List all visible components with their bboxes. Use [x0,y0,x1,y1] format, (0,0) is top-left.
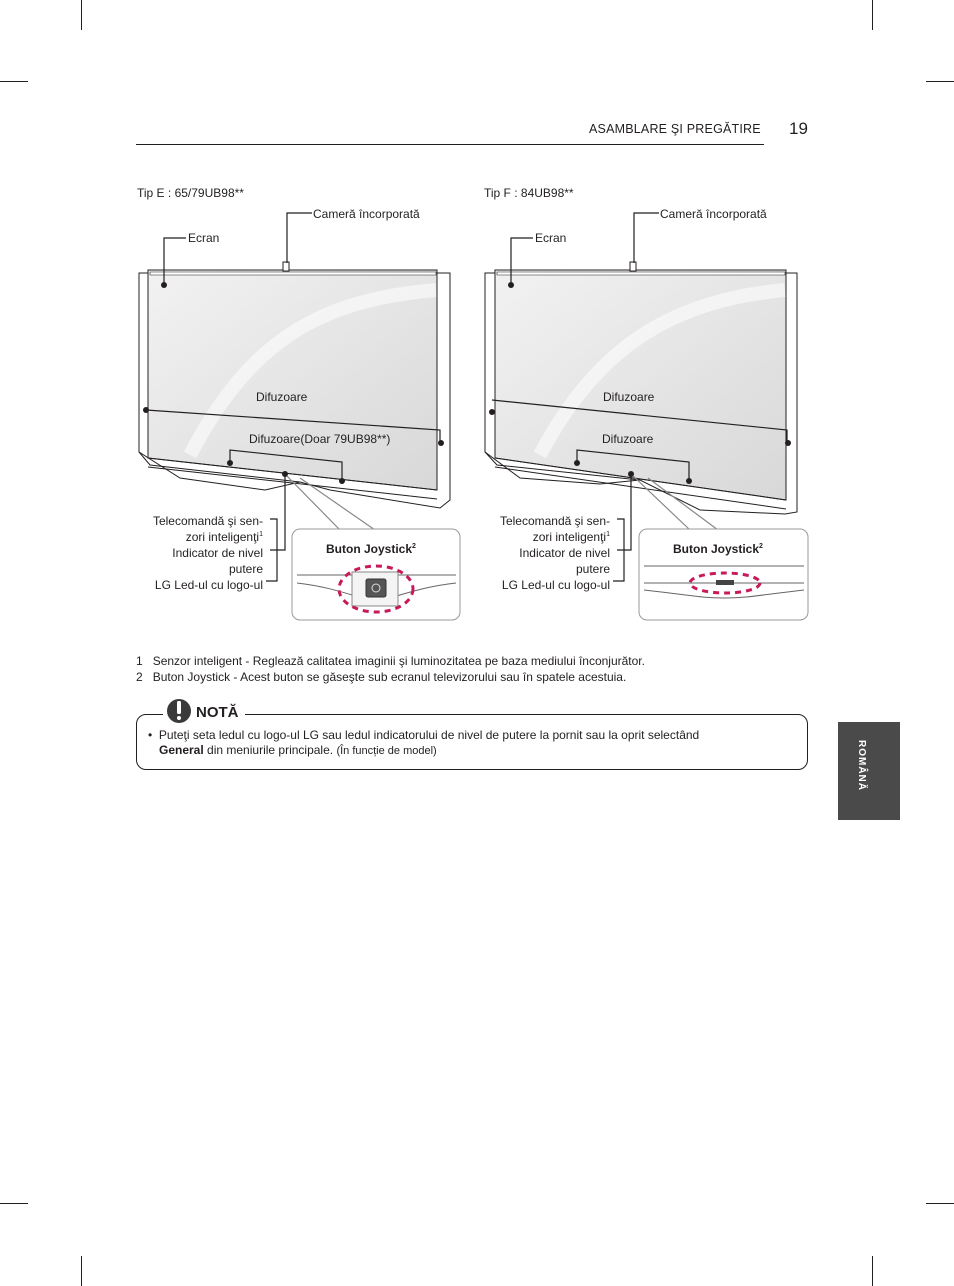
note-text-small: (În funcție de model) [336,745,437,757]
footnote-number: 1 [136,654,143,668]
remote-label-line2: zori inteligenţi$^1$ [185,530,263,544]
page-number: 19 [789,119,808,138]
note-text-2: din meniurile principale. [203,743,337,757]
indicator-label-line2: putere [575,562,610,576]
speakers-label-f: Difuzoare [603,390,655,404]
bullet: • [148,728,153,742]
camera-label-f: Cameră încorporată [660,207,767,221]
joystick-label-e: Buton Joystick$^2$ [326,542,416,556]
indicator-label-line1: Indicator de nivel [172,546,263,560]
note-text-bold: General [159,743,204,757]
footnote-text: Senzor inteligent - Reglează calitatea imaginii şi luminozitatea pe baza mediului înconjurător. [152,654,645,668]
note-text-1: Puteţi seta ledul cu logo-ul LG sau ledul indicatorului de nivel de putere la pornit sau la oprit selectând [158,728,700,742]
remote-label-line1: Telecomandă şi sen- [499,514,610,528]
remote-label-line1: Telecomandă şi sen- [152,514,263,528]
footnote-text: Buton Joystick - Acest buton se găseşte sub ecranul televizorului sau în spatele acestuia. [152,670,627,684]
note-title: NOTĂ [196,704,239,721]
type-label-e: Tip E : 65/79UB98** [137,186,244,200]
camera-label-e: Cameră încorporată [313,207,420,221]
section-title: ASAMBLARE ŞI PREGĂTIRE [589,122,761,136]
language-tab-label: ROMÂNĂ [856,740,867,791]
speakers-label-e: Difuzoare [256,390,308,404]
type-label-f: Tip F : 84UB98** [484,186,574,200]
screen-label-e: Ecran [188,231,220,245]
indicator-label-line1: Indicator de nivel [519,546,610,560]
led-label: LG Led-ul cu logo-ul [501,578,610,592]
language-tab [838,722,900,820]
speakers-bottom-label-f: Difuzoare [602,432,654,446]
note-body [148,728,788,759]
footnote-number: 2 [136,670,143,684]
led-label: LG Led-ul cu logo-ul [154,578,263,592]
joystick-label-f: Buton Joystick$^2$ [673,542,763,556]
speakers-bottom-label-e: Difuzoare(Doar 79UB98**) [249,432,391,446]
screen-label-f: Ecran [535,231,567,245]
indicator-label-line2: putere [228,562,263,576]
remote-label-line2: zori inteligenţi$^1$ [532,530,610,544]
